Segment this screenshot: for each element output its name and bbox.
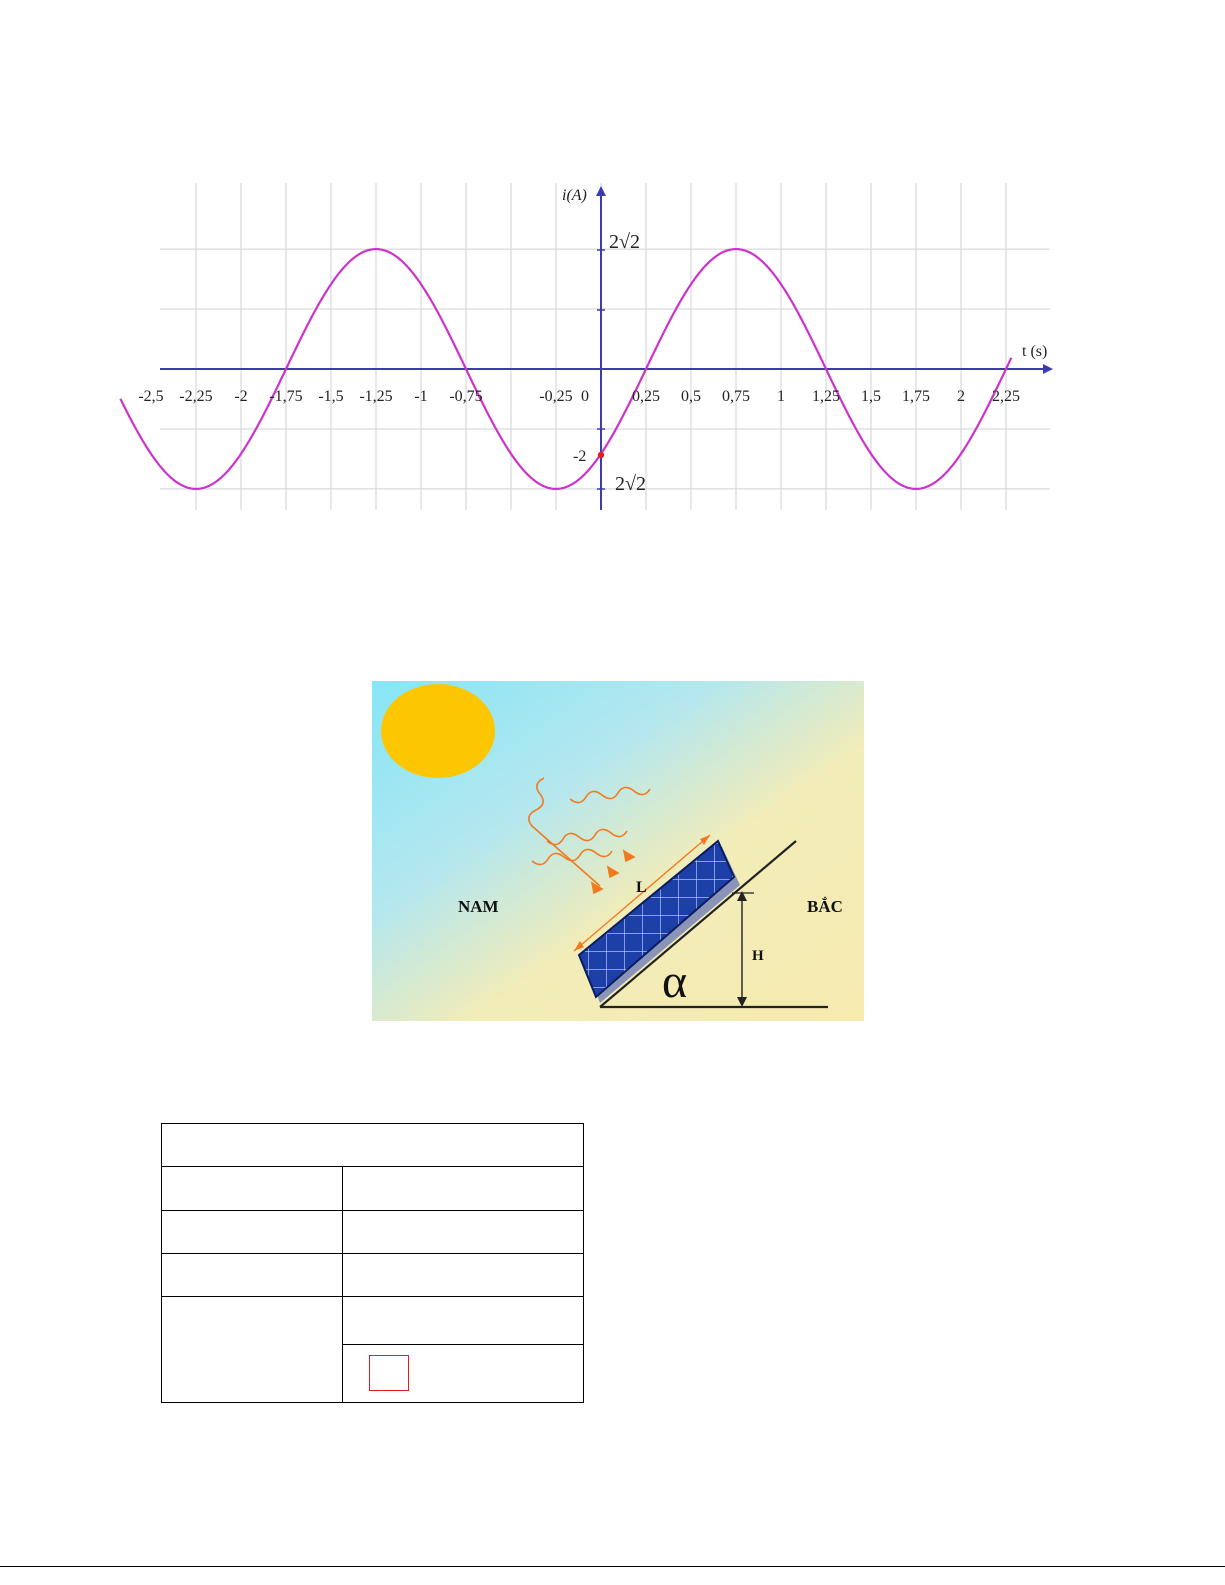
x-tick-label: 2,25 [992,388,1020,405]
x-tick-label: 1,5 [861,388,881,405]
y-axis-arrow-icon [596,186,606,196]
x-tick-label: 2 [957,388,965,405]
table-row [162,1297,584,1344]
table-header-cell [162,1124,584,1167]
red-marker-box [369,1355,409,1391]
solar-panel-diagram [372,681,864,1021]
x-tick-label: 1,75 [902,388,930,405]
table-cell [162,1253,343,1296]
empty-table [161,1123,584,1403]
table-row [162,1124,584,1167]
x-tick-label: -2 [234,388,248,405]
y-intercept-point [598,452,604,458]
grid [160,183,1050,510]
current-time-graph [138,178,1060,518]
length-label: L [636,879,647,896]
origin-label: 0 [581,388,589,405]
axes [160,186,1053,510]
table-row [162,1167,584,1210]
x-tick-label: -2,5 [138,388,164,405]
table-cell [343,1253,584,1296]
x-tick-label: 0,75 [722,388,750,405]
table-cell [162,1167,343,1210]
diagram-svg [372,681,864,1021]
sun-icon [381,684,495,778]
x-tick-label: 0,5 [681,388,701,405]
table-row [162,1253,584,1296]
x-axis-label: t (s) [1022,343,1048,360]
x-tick-label: -0,75 [449,388,483,405]
x-axis-arrow-icon [1043,364,1053,374]
angle-label: α [662,955,688,1008]
table-cell [343,1210,584,1253]
y-intercept-label: -2 [573,448,587,465]
y-max-label: 2√2 [609,231,640,253]
x-tick-label: 0,25 [632,388,660,405]
height-label: H [752,948,764,964]
table-row [162,1210,584,1253]
x-tick-labels [138,388,1020,405]
y-min-label: 2√2 [615,473,646,495]
north-label: BẮC [807,897,843,916]
x-tick-label: -1,75 [269,388,303,405]
x-tick-label: 1,25 [812,388,840,405]
x-tick-label: -1,25 [359,388,393,405]
page-bottom-rule [0,1566,1225,1567]
x-tick-label: -0,25 [539,388,573,405]
table-cell [162,1210,343,1253]
x-tick-label: -1 [414,388,428,405]
x-tick-label: -2,25 [179,388,213,405]
table-cell [343,1297,584,1344]
south-label: NAM [458,897,499,916]
x-tick-label: -1,5 [318,388,344,405]
table-cell [162,1297,343,1403]
graph-svg [138,178,1060,518]
table-cell-with-marker [343,1344,584,1402]
y-axis-label: i(A) [562,187,587,204]
table-cell [343,1167,584,1210]
x-tick-label: 1 [777,388,785,405]
